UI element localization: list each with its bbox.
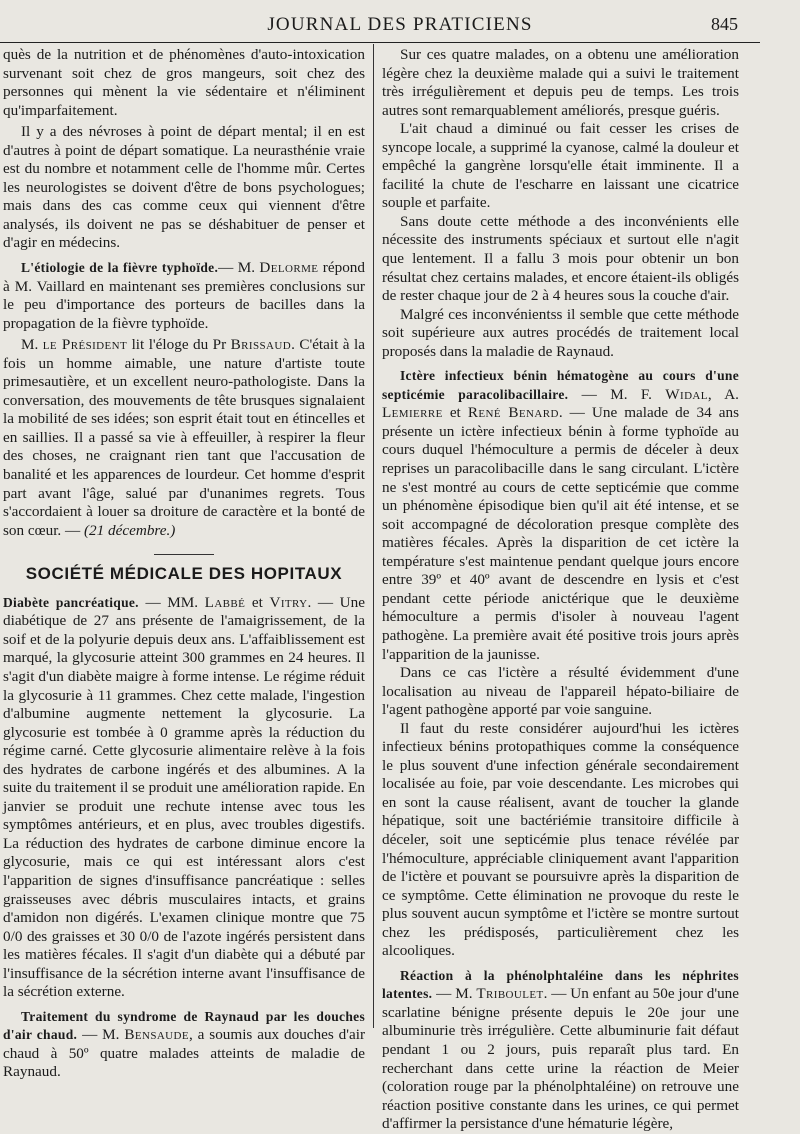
text: , A. [707,385,739,403]
column-divider [373,44,374,1028]
paragraph [3,1008,365,1082]
page-number: 845 [711,14,738,34]
paragraph: Malgré ces inconvénientss il semble que cette méthode soit supérieure aux autres procédés de traitement local proposés dans la maladie de Raynaud. [382,305,739,360]
paragraph: Il y a des névroses à point de départ mental; il en est d'autres à point de départ somatique. La neurasthénie vraie est du nombre et notamment celle de l'homme mûr. Certes les neurologistes se doivent d'être de bons psychologues; mais dans des cas comme ceux qui viennent d'être analysés, ils doivent ne pas se déshabituer de penser et d'agir en médecins. [3,123,365,252]
paragraph: Il faut du reste considérer aujourd'hui les ictères infectieux bénins protopathiques comme la conséquence le plus souvent d'une infection générale secondairement localisée au foie, par voie descendante. Les microbes qui en sont la cause réalisent, avant de toucher la glande hépatique, soit une bactériémie transitoire difficile à déceler, soit une septicémie plus tenace révélée par l'hémoculture, appréciable cliniquement avant l'apparition de l'ictère et pouvant se poursuivre après la disparition de ce symptôme. Cette élimination ne provoque du reste le plus souvent aucun symptôme et l'ictère se montre surtout chez les prédisposés, particulièrement chez les alcooliques. [382,719,739,960]
text: et [442,404,468,422]
text: . — Une diabétique de 27 ans présente de l'amaigrissement, de la soif et de la polyurie depuis deux ans. L'affaiblissement est marqué, la glycosurie atteint 300 grammes en 24 heures. Il s'agit d'un diabète maigre à forme intense. Le régime réduit la glycosurie à 11 grammes. Chez cette malade, l'ingestion d'albumine augmente nettement la glycosurie. La glycosurie est tombée à 0 gramme après la réduction du régime carné. Cette glycosurie alimentaire relève à la fois des hydrates de carbone ingérés et des albumines. A la suite du traitement il se produit une amélioration rapide. En janvier se produit une rechute intense avec tous les symptômes antérieurs, et en plus, avec troubles digestifs. La réduction des hydrates de carbone diminue encore la glycosurie, mais ce qui est intéressant alors c'est l'apparition de signes d'insuffisance pancréatique : selles graisseuses avec débris musculaires intacts, et grains d'amidon non digérés. L'examen clinique montre que 75 0/0 des graisses et 30 0/0 de l'azote ingérés persistent dans les matières fécales. Il s'agit d'un diabète qui a débuté par l'insuffisance de la sécrétion interne avant l'insuffisance de la sécrétion externe. [3,593,365,1001]
paragraph: Dans ce cas l'ictère a résulté évidemment d'une localisation au niveau de l'appareil hépato-biliaire de l'agent pathogène apporté par voie sanguine. [382,664,739,719]
text: lit l'éloge du Pr [127,336,231,354]
section-title: SOCIÉTÉ MÉDICALE DES HOPITAUX [25,564,343,584]
text: . C'était à la fois un homme aimable, une nature d'artiste toute primesautière, et un excellent neuro-pathologiste. Dans la conversation, des mouvements de tête brusques signalaient la mobilité de ses idées; son esprit était tout en étincelles et en saillies. Il a passé sa vie à effeuiller, à respirer la fleur des choses, ne craignant rien tant que l'accusation de banalité et les apparences de lourdeur. Cet homme d'esprit part avant l'âge, salué par d'unanimes regrets. Tous s'accordaient à louer sa droiture de caractère et la bonté de son cœur. — [3,336,365,539]
article-heading: Traitement du syndrome de Raynaud par les douches d'air chaud. [3,1008,365,1043]
right-column [382,46,739,1134]
paragraph [382,367,739,664]
article-heading: Réaction à la phénolphtaléine dans les néphrites latentes. [382,967,739,1002]
author-name: Labbé [204,593,246,611]
text: — M. F. [568,385,666,403]
text: et [245,593,270,611]
text: , a soumis aux douches d'air chaud à 50º quatre malades atteints de maladie de Raynaud. [3,1026,365,1081]
paragraph [3,336,365,540]
paragraph: L'ait chaud a diminué ou fait cesser les crises de syncope locale, a supprimé la cyanose, calmé la douleur et empêché la gangrène lorsqu'elle était imminente. Il a facilité la chute de l'escharre en laissant une cicatrice souple et parfaite. [382,120,739,212]
header-rule [0,42,760,43]
journal-title: JOURNAL DES PRATICIENS [267,14,533,35]
author-name: Vitry [269,593,308,611]
text: — M. [77,1026,125,1044]
text: M. [21,336,43,354]
author-name: le Président [42,336,128,354]
text: . — Un enfant au 50e jour d'une scarlatine bénigne présente depuis le 20e jour une albuminurie très irrégulière. Cette albuminurie fait défaut pendant 1 ou 2 jours, puis reparaît plus tard. En recherchant dans cette urine la réaction de Meier (coloration rouge par la phénolphtaléine) on retrouve une réaction positive constante dans les urines, ce qui permet d'affirmer la persistance d'une hématurie légère, [382,985,739,1133]
text: . — Une malade de 34 ans présente un ictère infectieux bénin à forme typhoïde au cours duquel l'hémoculture a permis de déceler à deux reprises un paracolibacille dans le sang circulant. L'ictère ne s'est montré au cours de cette septicémie que comme un phénomène épisodique bien qu'il ait été intense, et se soit accompagné de décoloration presque complète des matières fécales. Après la disparition de cet ictère la température s'est maintenue pendant quelque jours encore entre 39º et 40º avant de descendre en lysis et c'est pendant cette période anictérique que le deuxième hémoculture a permis d'isoler à nouveau l'agent pathogène. La première avait été positive trois jours après l'apparition de la jaunisse. [382,404,739,663]
text: — M. [432,985,477,1003]
author-name: Triboulet [476,985,544,1003]
author-name: Widal [665,385,708,403]
paragraph [3,594,365,1002]
author-name: Bensaude [124,1026,189,1044]
text: — MM. [138,593,205,611]
session-date: (21 décembre.) [84,521,176,539]
paragraph [3,259,365,333]
paragraph: Sur ces quatre malades, on a obtenu une amélioration légère chez la deuxième malade qui a suivi le traitement très irrégulièrement et depuis peu de temps. Les trois autres sont remarquablement améliorés, presque guéris. [382,46,739,119]
author-name: Delorme [259,259,319,277]
section-rule [154,554,214,555]
running-header [0,10,800,40]
text: répond à M. Vaillard en maintenant ses premières conclusions sur le peu d'importance des porteurs de bacilles dans la propagation de la fièvre typhoïde. [3,259,365,332]
paragraph: Sans doute cette méthode a des inconvénients elle nécessite des instruments spéciaux et surtout elle n'agit que lentement. Il a fallu 3 mois pour obtenir un bon résultat chez certains malades, et encore étaient-ils obligés de rester chaque jour de 2 à 4 heures sous la couche d'air. [382,212,739,305]
text: — M. [218,259,260,277]
author-name: René Benard [467,404,559,422]
paragraph [382,967,739,1134]
left-column [3,46,365,1082]
author-name: Brissaud [230,336,292,354]
article-heading: Diabète pancréatique. [3,594,139,610]
paragraph: quès de la nutrition et de phénomènes d'auto-intoxication survenant soit chez de gros mangeurs, soit chez des personnes qui mènent la vie sédentaire et n'éliminent qu'imparfaitement. [3,46,365,119]
author-name: Lemierre [382,404,443,422]
article-heading: Ictère infectieux bénin hématogène au cours d'une septicémie paracolibacillaire. [382,368,739,402]
article-heading: L'étiologie de la fièvre typhoïde. [21,260,219,276]
